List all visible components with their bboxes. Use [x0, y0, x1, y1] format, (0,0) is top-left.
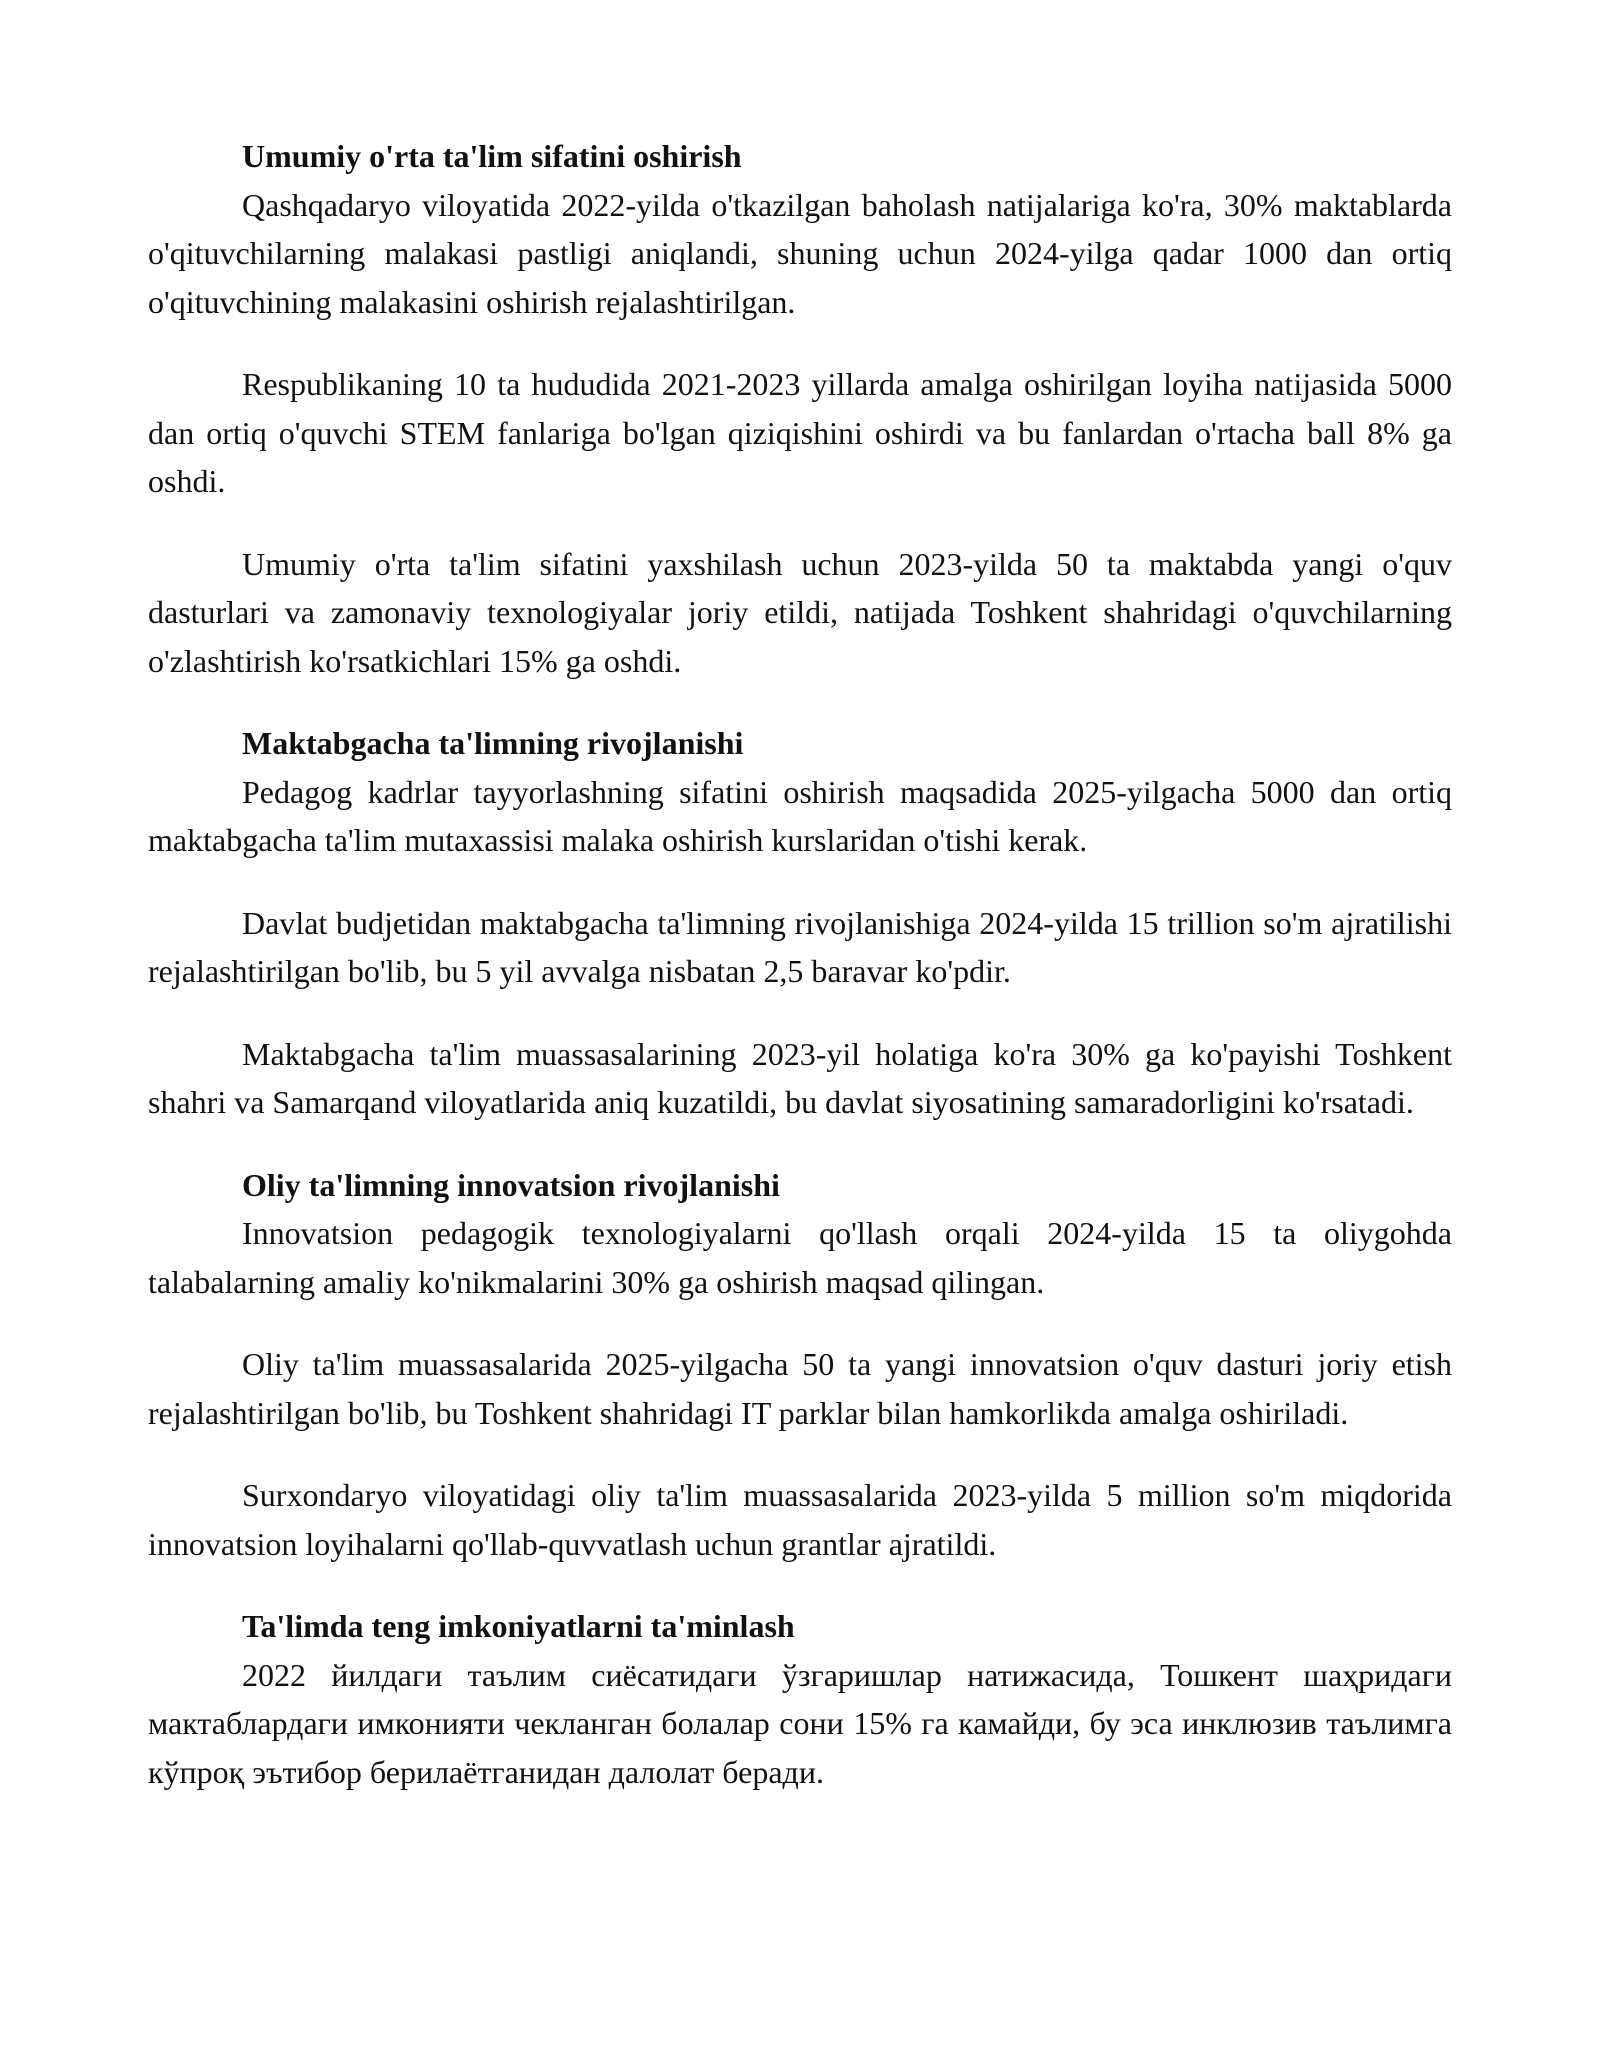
paragraph: Davlat budjetidan maktabgacha ta'limning rivojlanishiga 2024-yilda 15 trillion so'm ajratilishi rejalashtirilgan bo'lib, bu 5 yil avvalga nisbatan 2,5 baravar ko'pdir. — [148, 904, 1452, 989]
paragraph: Surxondaryo viloyatidagi oliy ta'lim muassasalarida 2023-yilda 5 million so'm miqdorida innovatsion loyihalarni qo'llab-quvvatlash uchun grantlar ajratildi. — [148, 1477, 1452, 1562]
section-higher-education-innovation — [148, 1161, 1452, 1569]
paragraph: Qashqadaryo viloyatida 2022-yilda o'tkazilgan baholash natijalariga ko'ra, 30% maktablarda o'qituvchilarning malakasi pastligi aniqlandi, shuning uchun 2024-yilga qadar 1000 dan ortiq o'qituvchining malakasini oshirish rejalashtirilgan. — [148, 186, 1452, 320]
paragraph: Umumiy o'rta ta'lim sifatini yaxshilash uchun 2023-yilda 50 ta maktabda yangi o'quv dasturlari va zamonaviy texnologiyalar joriy etildi, natijada Toshkent shahridagi o'quvchilarning o'zlashtirish ko'rsatkichlari 15% ga oshdi. — [148, 545, 1452, 679]
section-heading: Umumiy o'rta ta'lim sifatini oshirish — [242, 138, 742, 174]
paragraph: Pedagog kadrlar tayyorlashning sifatini oshirish maqsadida 2025-yilgacha 5000 dan ortiq maktabgacha ta'lim mutaxassisi malaka oshirish kurslaridan o'tishi kerak. — [148, 773, 1452, 858]
paragraph: Innovatsion pedagogik texnologiyalarni qo'llash orqali 2024-yilda 15 ta oliygohda talabalarning amaliy ko'nikmalarini 30% ga oshirish maqsad qilingan. — [148, 1215, 1452, 1300]
paragraph: Respublikaning 10 ta hududida 2021-2023 yillarda amalga oshirilgan loyiha natijasida 5000 dan ortiq o'quvchi STEM fanlariga bo'lgan qiziqishini oshirdi va bu fanlardan o'rtacha ball 8% ga oshdi. — [148, 366, 1452, 499]
paragraph: Oliy ta'lim muassasalarida 2025-yilgacha 50 ta yangi innovatsion o'quv dasturi joriy etish rejalashtirilgan bo'lib, bu Toshkent shahridagi IT parklar bilan hamkorlikda amalga oshiriladi. — [148, 1346, 1452, 1431]
document-page — [148, 132, 1452, 1830]
section-heading: Maktabgacha ta'limning rivojlanishi — [242, 725, 744, 761]
section-heading: Ta'limda teng imkoniyatlarni ta'minlash — [242, 1608, 795, 1644]
section-heading: Oliy ta'limning innovatsion rivojlanishi — [242, 1166, 780, 1203]
section-preschool-education — [148, 719, 1452, 1127]
section-general-secondary-education — [148, 132, 1452, 685]
paragraph: Maktabgacha ta'lim muassasalarining 2023-yil holatiga ko'ra 30% ga ko'payishi Toshkent shahri va Samarqand viloyatlarida aniq kuzatildi, bu davlat siyosatining samaradorligini ko'rsatadi. — [148, 1035, 1452, 1120]
paragraph: 2022 йилдаги таълим сиёсатидаги ўзгаришлар натижасида, Тошкент шаҳридаги мактаблардаги имконияти чекланган болалар сони 15% га камайди, бу эса инклюзив таълимга кўпроқ эътибор берилаётганидан далолат беради. — [148, 1656, 1452, 1790]
section-equal-opportunities — [148, 1602, 1452, 1796]
